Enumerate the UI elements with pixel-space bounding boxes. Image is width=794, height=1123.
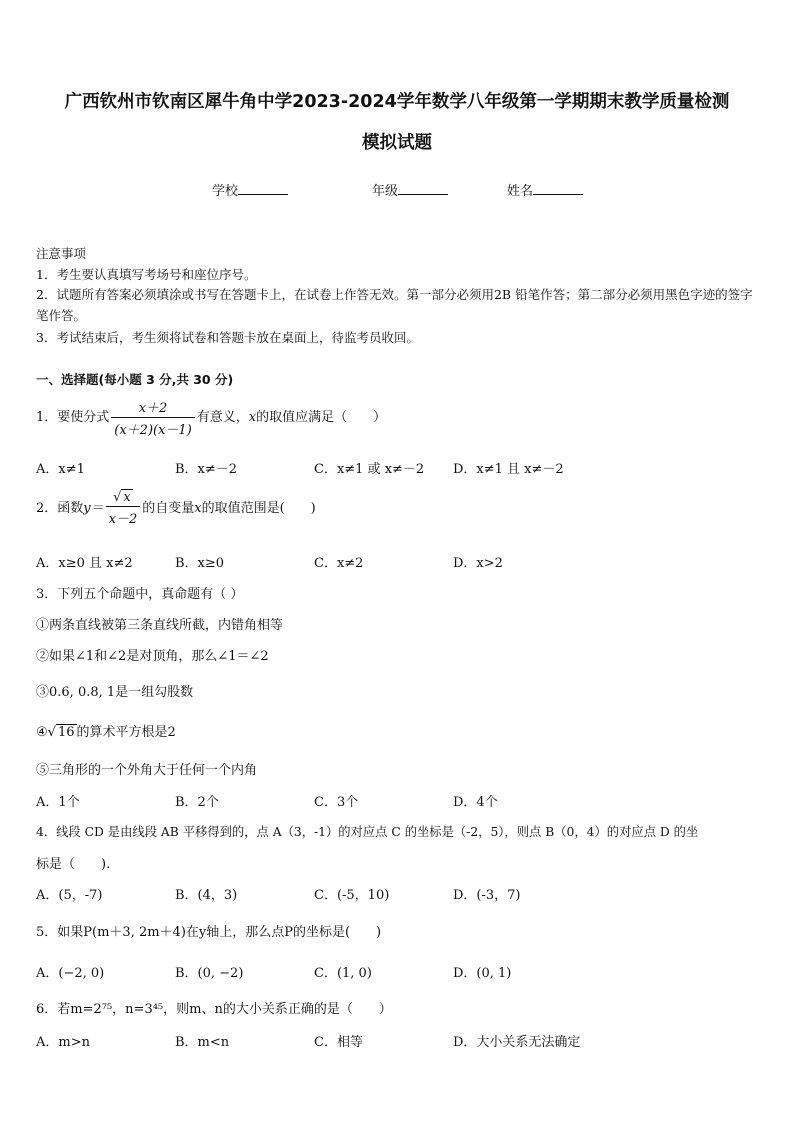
q1-numerator: x＋2 bbox=[111, 397, 195, 418]
question-4-stem-line2: 标是（ ). bbox=[36, 857, 111, 872]
q1-var: x bbox=[248, 410, 257, 425]
section-heading: 一、选择题(每小题 3 分,共 30 分) bbox=[36, 372, 234, 387]
q3-s4-suffix: 的算术平方根是2 bbox=[76, 725, 176, 740]
q3-s4-prefix: ④ bbox=[36, 725, 48, 740]
q2-option-a: A．x≥0 且 x≠2 bbox=[36, 556, 133, 571]
q2-y: y＝ bbox=[83, 501, 104, 516]
name-field bbox=[507, 180, 583, 199]
q1-prefix: 1．要使分式 bbox=[36, 410, 110, 425]
q5-option-d: D．(0, 1) bbox=[453, 966, 512, 981]
q3-option-c: C．3个 bbox=[314, 795, 359, 810]
question-6-stem: 6．若m=2⁷⁵，n=3⁴⁵，则m、n的大小关系正确的是（ ） bbox=[36, 1002, 392, 1017]
q1-suffix: 有意义， bbox=[196, 410, 249, 425]
school-blank bbox=[238, 182, 288, 195]
q3-statement-1: ①两条直线被第三条直线所截，内错角相等 bbox=[36, 618, 284, 633]
q2-option-d: D．x>2 bbox=[453, 556, 503, 571]
q2-numerator: x bbox=[123, 490, 131, 505]
q2-suffix: 的自变量 bbox=[142, 501, 195, 516]
q3-sqrt: √ 16 bbox=[47, 725, 75, 740]
q2-prefix: 2．函数 bbox=[36, 501, 84, 516]
q4-option-d: D．(-3，7) bbox=[453, 888, 521, 903]
q4-option-c: C．(-5，10) bbox=[314, 888, 390, 903]
q1-option-a: A．x≠1 bbox=[36, 462, 85, 477]
q2-option-c: C．x≠2 bbox=[314, 556, 364, 571]
q1-denominator: (x＋2)(x－1) bbox=[114, 423, 192, 438]
q2-denominator: x－2 bbox=[108, 512, 138, 527]
school-field bbox=[212, 180, 288, 199]
q2-sqrt: √ x bbox=[113, 490, 131, 505]
question-1-stem bbox=[36, 397, 386, 438]
q6-option-c: C．相等 bbox=[314, 1035, 363, 1050]
q2-fraction bbox=[106, 490, 141, 527]
q5-option-a: A．(−2, 0) bbox=[36, 966, 105, 981]
q6-option-d: D．大小关系无法确定 bbox=[453, 1035, 581, 1050]
grade-field bbox=[372, 180, 448, 199]
q1-option-c: C．x≠1 或 x≠－2 bbox=[314, 462, 425, 477]
question-5-stem: 5．如果P(m＋3, 2m＋4)在y轴上，那么点P的坐标是( ) bbox=[36, 925, 382, 940]
q6-option-a: A．m>n bbox=[36, 1035, 90, 1050]
grade-blank bbox=[398, 182, 448, 195]
question-3-stem: 3．下列五个命题中，真命题有（ ） bbox=[36, 587, 244, 602]
q5-option-c: C．(1, 0) bbox=[314, 966, 372, 981]
q3-radicand: 16 bbox=[57, 725, 75, 740]
page-title-line1: 广西钦州市钦南区犀牛角中学2023-2024学年数学八年级第一学期期末教学质量检测 bbox=[64, 92, 730, 112]
q2-option-b: B．x≥0 bbox=[175, 556, 225, 571]
q4-option-a: A．(5，-7) bbox=[36, 888, 103, 903]
q1-option-d: D．x≠1 且 x≠－2 bbox=[453, 462, 564, 477]
q3-option-a: A．1个 bbox=[36, 795, 80, 810]
name-blank bbox=[533, 182, 583, 195]
q1-option-b: B．x≠－2 bbox=[175, 462, 238, 477]
name-label: 姓名 bbox=[507, 184, 534, 199]
question-4-stem-line1: 4．线段 CD 是由线段 AB 平移得到的，点 A（3，-1）的对应点 C 的坐标是（-2，5），则点 B（0，4）的对应点 D 的坐 bbox=[36, 825, 699, 839]
q4-option-b: B．(4，3) bbox=[175, 888, 238, 903]
note-item-2: 2．试题所有答案必须填涂或书写在答题卡上，在试卷上作答无效。第一部分必须用2B 铅笔作答；第二部分必须用黑色字迹的签字笔作答。 bbox=[36, 287, 753, 323]
q1-fraction bbox=[111, 397, 195, 438]
q2-var: x bbox=[194, 501, 202, 516]
q3-statement-5: ⑤三角形的一个外角大于任何一个内角 bbox=[36, 763, 258, 778]
grade-label: 年级 bbox=[372, 184, 399, 199]
q1-suffix2: 的取值应满足（ ） bbox=[256, 410, 387, 425]
q2-suffix2: 的取值范围是( ) bbox=[201, 501, 316, 516]
q3-statement-4 bbox=[36, 721, 176, 740]
q2-numerator-wrap bbox=[106, 490, 141, 507]
question-2-stem bbox=[36, 490, 316, 527]
notes-heading: 注意事项 bbox=[36, 246, 87, 261]
note-item-1: 1．考生要认真填写考场号和座位序号。 bbox=[36, 267, 257, 282]
q3-statement-3: ③0.6, 0.8, 1是一组勾股数 bbox=[36, 685, 194, 700]
q3-option-d: D．4个 bbox=[453, 795, 498, 810]
q3-option-b: B．2个 bbox=[175, 795, 219, 810]
note-item-3: 3．考试结束后，考生须将试卷和答题卡放在桌面上，待监考员收回。 bbox=[36, 330, 419, 345]
page-title-line2: 模拟试题 bbox=[362, 133, 432, 153]
school-label: 学校 bbox=[212, 184, 239, 199]
q6-option-b: B．m<n bbox=[175, 1035, 230, 1050]
q5-option-b: B．(0, −2) bbox=[175, 966, 244, 981]
q3-statement-2: ②如果∠1和∠2是对顶角，那么∠1＝∠2 bbox=[36, 649, 269, 664]
